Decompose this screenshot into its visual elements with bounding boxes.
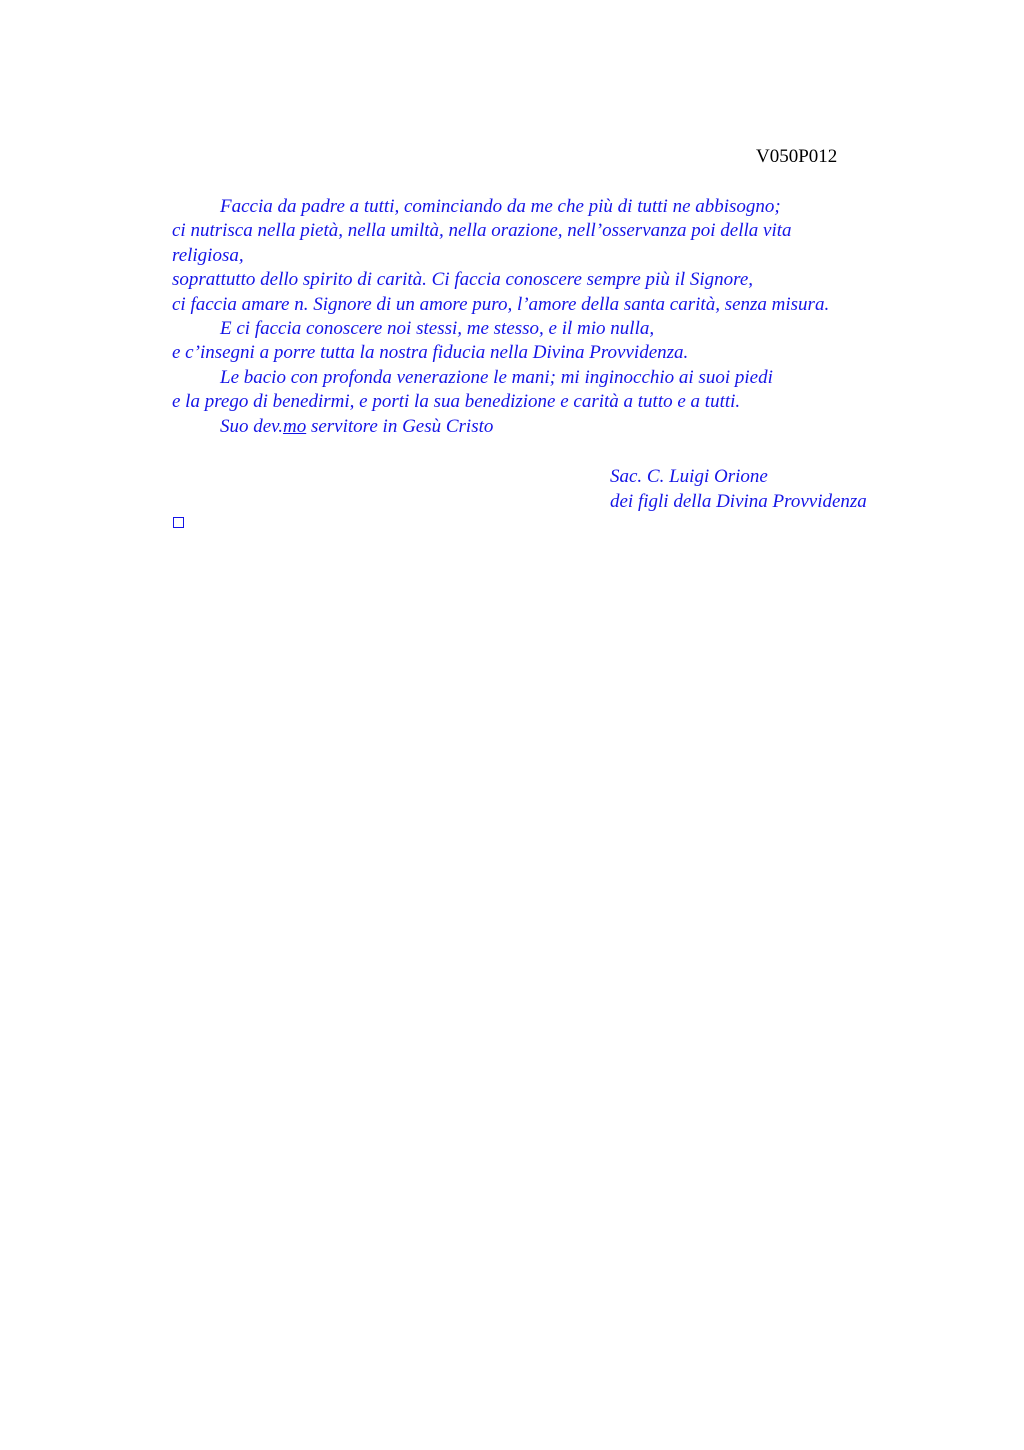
closing-line xyxy=(172,415,902,439)
square-outline-icon xyxy=(173,517,184,528)
page-identifier: V050P012 xyxy=(756,146,838,167)
closing-superscript-abbrev: mo xyxy=(282,415,307,437)
letter-line: soprattutto dello spirito di carità. Ci faccia conoscere sempre più il Signore, xyxy=(172,269,754,291)
letter-line: religiosa, xyxy=(172,244,244,266)
letter-line: e la prego di benedirmi, e porti la sua benedizione e carità a tutto e a tutti. xyxy=(172,391,741,413)
closing-before: Suo dev. xyxy=(220,415,283,437)
letter-line: e c’insegni a porre tutta la nostra fiducia nella Divina Provvidenza. xyxy=(172,342,689,364)
signature-affiliation: dei figli della Divina Provvidenza xyxy=(610,491,867,512)
letter-line: E ci faccia conoscere noi stessi, me stesso, e il mio nulla, xyxy=(220,318,655,340)
letter-line: Faccia da padre a tutti, cominciando da me che più di tutti ne abbisogno; xyxy=(220,196,781,217)
signature-block xyxy=(610,464,867,514)
letter-line: Le bacio con profonda venerazione le mani; mi inginocchio ai suoi piedi xyxy=(220,366,773,388)
closing-after: servitore in Gesù Cristo xyxy=(306,415,494,437)
letter-body xyxy=(172,195,902,439)
letter-line: ci nutrisca nella pietà, nella umiltà, nella orazione, nell’osservanza poi della vita xyxy=(172,220,792,242)
signature-name: Sac. C. Luigi Orione xyxy=(610,466,768,487)
letter-line: ci faccia amare n. Signore di un amore puro, l’amore della santa carità, senza misura. xyxy=(172,293,830,315)
